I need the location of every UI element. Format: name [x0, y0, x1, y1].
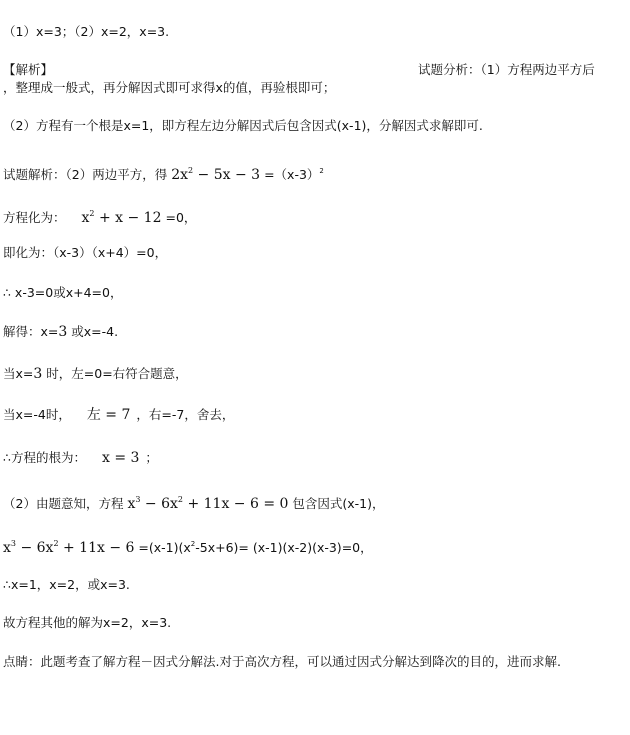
- therefore-line: ∴ x-3=0或x+4=0，: [3, 285, 123, 300]
- factorization-line: [3, 536, 373, 556]
- check-root-1: [3, 366, 188, 382]
- term: − 5x − 3: [193, 167, 261, 183]
- part2-intro: [3, 492, 385, 512]
- solutions-line: [3, 324, 118, 340]
- exponent: 3: [10, 539, 16, 548]
- factored-equation: 即化为：（x-3）（x+4）=0，: [3, 245, 168, 260]
- analysis-part1: ，整理成一般式，再分解因式即可求得x的值，再验根即可；: [3, 80, 336, 95]
- term: + 11x − 6 = 0: [183, 496, 289, 512]
- value: 3: [58, 324, 68, 340]
- analysis-header: 【解析】: [3, 62, 54, 77]
- text: 当x=-4时，: [3, 407, 71, 422]
- text: =(x-1)(x: [134, 540, 191, 555]
- cubic-expression: [3, 540, 134, 556]
- solution-step-square: [3, 163, 324, 183]
- equation-rhs: =0，: [161, 210, 197, 225]
- term: x: [3, 540, 11, 556]
- text: ；: [145, 450, 158, 465]
- step-label: 方程化为：: [3, 210, 66, 225]
- other-roots: 故方程其他的解为x=2，x=3.: [3, 615, 172, 630]
- value: 3: [33, 366, 43, 382]
- term: x: [127, 496, 136, 512]
- text: 解得：x=: [3, 324, 59, 339]
- text: 包含因式(x-1)，: [288, 496, 385, 511]
- term: − 6x: [16, 540, 54, 556]
- cubic-equation: [127, 496, 288, 512]
- exponent: 2: [190, 540, 196, 548]
- exponent: 3: [135, 495, 141, 504]
- analysis-part2: （2）方程有一个根是x=1，即方程左边分解因式后包含因式(x-1)，分解因式求解即可.: [3, 118, 483, 133]
- roots-conclusion: [3, 450, 158, 466]
- term: 2x: [171, 167, 189, 183]
- step-label: 试题解析：（2）两边平方，得: [3, 167, 168, 182]
- term: − 6x: [140, 496, 178, 512]
- exponent: 2: [53, 539, 59, 548]
- text: （2）由题意知，方程: [3, 496, 124, 511]
- analysis-intro: 试题分析：（1）方程两边平方后: [418, 62, 595, 77]
- exponent: 2: [177, 495, 183, 504]
- root-equation: x = 3: [101, 450, 140, 466]
- term: + 11x − 6: [58, 540, 135, 556]
- text: -5x+6)= (x-1)(x-2)(x-3)=0，: [195, 540, 373, 555]
- simplified-equation: [3, 206, 196, 226]
- text: 或x=-4.: [67, 324, 119, 339]
- term: x: [81, 210, 90, 226]
- therefore-roots: ∴x=1，x=2，或x=3.: [3, 577, 130, 592]
- answer-line: （1）x=3；（2）x=2，x=3.: [3, 24, 170, 39]
- text: 当x=: [3, 366, 34, 381]
- text: 时，左=0=右符合题意，: [42, 366, 188, 381]
- left-value: 左 = 7: [86, 407, 131, 423]
- equation-rhs: =（x-3）: [260, 167, 320, 182]
- exponent: 2: [188, 166, 194, 175]
- equation-lhs: [171, 167, 260, 183]
- exponent: 2: [89, 209, 95, 218]
- exponent: 2: [319, 167, 324, 175]
- text: ，右=-7，舍去，: [136, 407, 235, 422]
- text: ∴方程的根为：: [3, 450, 86, 465]
- comment: 点睛：此题考查了解方程－因式分解法.对于高次方程，可以通过因式分解达到降次的目的，进而求解.: [3, 654, 561, 669]
- term: + x − 12: [94, 210, 162, 226]
- equation: [82, 210, 162, 226]
- check-root-2: [3, 407, 234, 423]
